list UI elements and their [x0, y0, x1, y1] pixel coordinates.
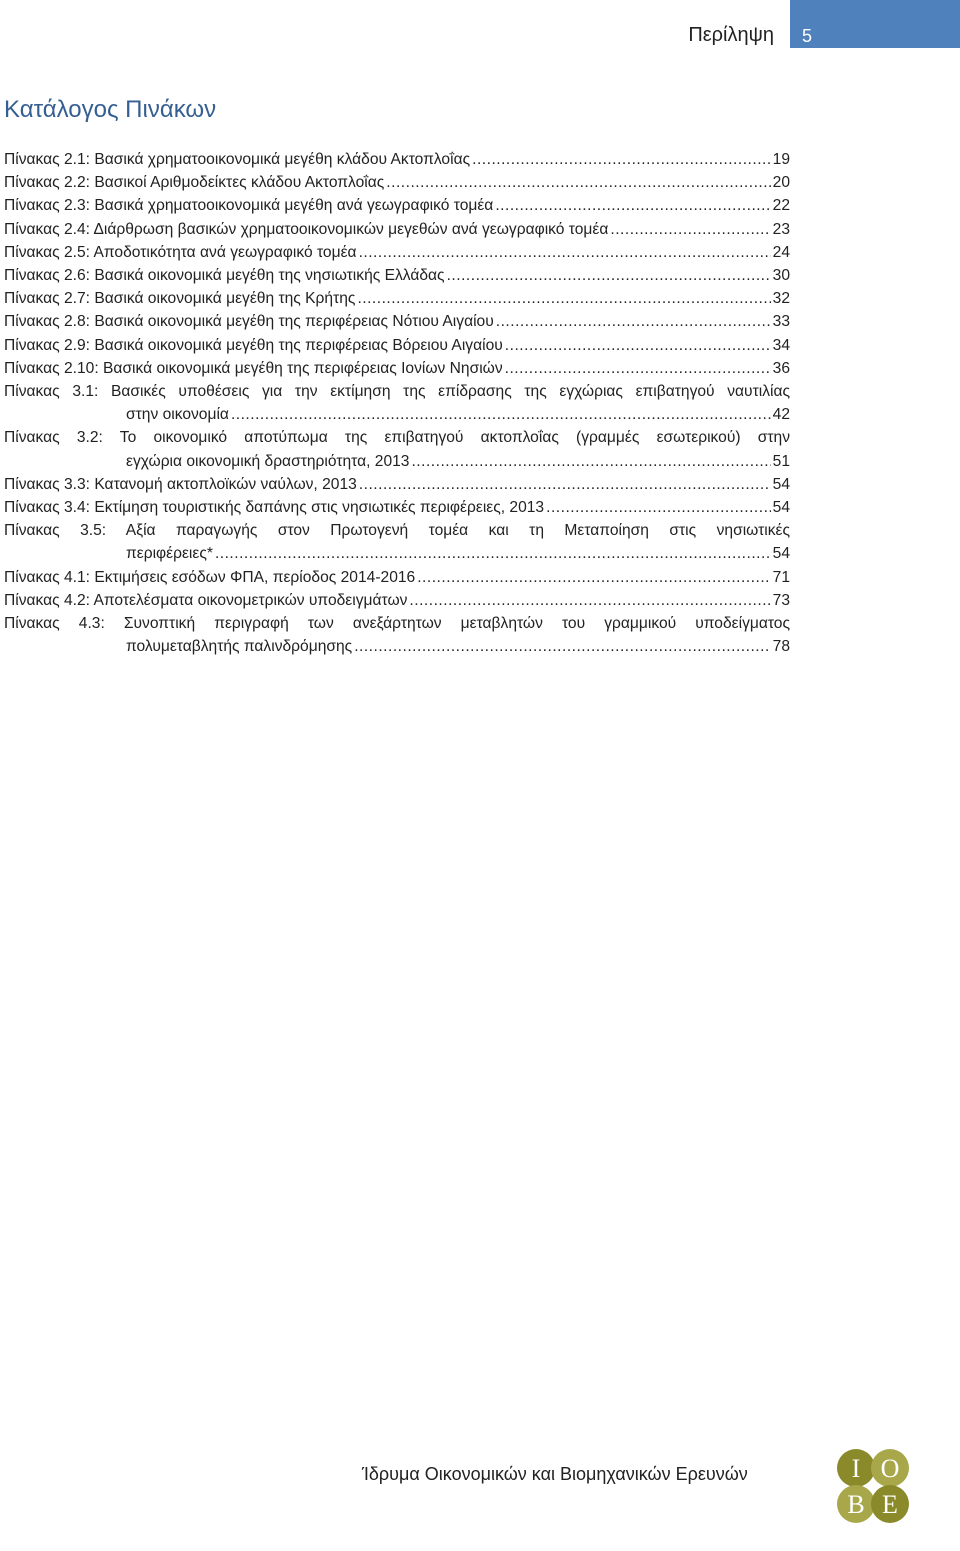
- toc-entry-title: Πίνακας 3.5: Αξία παραγωγής στον Πρωτογενή τομέα και τη Μεταποίηση στις νησιωτικές: [4, 522, 790, 540]
- toc-page-number: 51: [772, 452, 790, 470]
- logo-letter-1: I: [851, 1454, 861, 1483]
- toc-page-number: 22: [772, 197, 790, 215]
- dot-leader: [231, 403, 771, 426]
- dot-leader: [496, 310, 771, 333]
- toc-entry-title: Πίνακας 4.1: Εκτιμήσεις εσόδων ΦΠΑ, περίοδος 2014-2016: [4, 568, 416, 586]
- toc-page-number: 42: [772, 406, 790, 424]
- section-heading: Κατάλογος Πινάκων: [4, 96, 217, 123]
- dot-leader: [472, 148, 771, 171]
- toc-page-number: 73: [772, 591, 790, 609]
- toc-page-number: 32: [772, 290, 790, 308]
- toc-entry[interactable]: [4, 241, 790, 264]
- toc-entry-title: Πίνακας 4.3: Συνοπτική περιγραφή των ανεξάρτητων μεταβλητών του γραμμικού υποδείγματος: [4, 615, 790, 633]
- toc-entry[interactable]: [4, 519, 790, 565]
- dot-leader: [359, 473, 771, 496]
- page-number: 5: [802, 26, 813, 46]
- toc-entry[interactable]: [4, 264, 790, 287]
- toc-page-number: 34: [772, 336, 790, 354]
- toc-entry[interactable]: [4, 194, 790, 217]
- toc-entry[interactable]: [4, 566, 790, 589]
- toc-entry-title: Πίνακας 3.1: Βασικές υποθέσεις για την εκτίμηση της επίδρασης της εγχώριας επιβατηγού ναυτιλίας: [4, 383, 790, 401]
- header-title: Περίληψη: [688, 24, 774, 46]
- toc-entry-title: Πίνακας 2.4: Διάρθρωση βασικών χρηματοοικονομικών μεγεθών ανά γεωγραφικό τομέα: [4, 220, 609, 238]
- iobe-logo-icon: [834, 1446, 914, 1526]
- toc-entry-title-cont: πολυμεταβλητής παλινδρόμησης: [126, 638, 353, 656]
- dot-leader: [417, 566, 770, 589]
- toc-page-number: 30: [772, 267, 790, 285]
- footer-text: Ίδρυμα Οικονομικών και Βιομηχανικών Ερευνών: [362, 1464, 748, 1484]
- toc-entry-title: Πίνακας 2.6: Βασικά οικονομικά μεγέθη της νησιωτικής Ελλάδας: [4, 267, 445, 285]
- toc-entry[interactable]: [4, 473, 790, 496]
- toc-page-number: 54: [772, 545, 790, 563]
- toc-page-number: 36: [772, 359, 790, 377]
- toc-entry-title: Πίνακας 3.4: Εκτίμηση τουριστικής δαπάνης στις νησιωτικές περιφέρειες, 2013: [4, 499, 545, 517]
- toc-page-number: 33: [772, 313, 790, 331]
- toc-entry[interactable]: [4, 218, 790, 241]
- page-number-badge: [790, 0, 960, 48]
- toc-page-number: 54: [772, 475, 790, 493]
- toc-page-number: 19: [772, 151, 790, 168]
- dot-leader: [505, 357, 771, 380]
- logo-letter-4: E: [882, 1490, 898, 1519]
- toc-page-number: 71: [772, 568, 790, 586]
- toc-entry-title: Πίνακας 2.8: Βασικά οικονομικά μεγέθη της περιφέρειας Νότιου Αιγαίου: [4, 313, 494, 331]
- dot-leader: [495, 194, 770, 217]
- toc-entry[interactable]: [4, 334, 790, 357]
- toc-page-number: 23: [772, 220, 790, 238]
- toc-entry-title: Πίνακας 2.2: Βασικοί Αριθμοδείκτες κλάδου Ακτοπλοΐας: [4, 174, 385, 192]
- logo-letter-3: B: [847, 1490, 865, 1519]
- toc-entry-title: Πίνακας 2.7: Βασικά οικονομικά μεγέθη της Κρήτης: [4, 290, 356, 308]
- toc-entry[interactable]: [4, 171, 790, 194]
- dot-leader: [447, 264, 771, 287]
- toc-entry-title-cont: περιφέρειες*: [126, 545, 213, 563]
- toc-page-number: 24: [772, 243, 790, 261]
- dot-leader: [215, 542, 771, 565]
- toc-entry-title: Πίνακας 2.1: Βασικά χρηματοοικονομικά μεγέθη κλάδου Ακτοπλοΐας: [4, 151, 471, 168]
- toc-entry-title: Πίνακας 2.9: Βασικά οικονομικά μεγέθη της περιφέρειας Βόρειου Αιγαίου: [4, 336, 503, 354]
- dot-leader: [610, 218, 770, 241]
- dot-leader: [546, 496, 771, 519]
- dot-leader: [357, 287, 770, 310]
- toc-page-number: 78: [772, 638, 790, 656]
- dot-leader: [386, 171, 770, 194]
- dot-leader: [359, 241, 771, 264]
- toc-entry[interactable]: [4, 589, 790, 612]
- toc-entry[interactable]: [4, 496, 790, 519]
- toc-entry-title: Πίνακας 3.3: Κατανομή ακτοπλοϊκών ναύλων, 2013: [4, 475, 357, 493]
- dot-leader: [505, 334, 771, 357]
- toc-entry-title: Πίνακας 2.5: Αποδοτικότητα ανά γεωγραφικό τομέα: [4, 243, 357, 261]
- dot-leader: [411, 450, 770, 473]
- toc-page-number: 54: [772, 499, 790, 517]
- dot-leader: [409, 589, 770, 612]
- toc-list: [4, 148, 790, 658]
- toc-entry-title-cont: εγχώρια οικονομική δραστηριότητα, 2013: [126, 452, 410, 470]
- toc-entry-title: Πίνακας 4.2: Αποτελέσματα οικονομετρικών υποδειγμάτων: [4, 591, 408, 609]
- toc-entry-title-cont: στην οικονομία: [126, 406, 229, 424]
- toc-entry[interactable]: [4, 357, 790, 380]
- toc-entry[interactable]: [4, 310, 790, 333]
- toc-entry[interactable]: [4, 612, 790, 658]
- logo-letter-2: O: [880, 1454, 900, 1483]
- toc-entry[interactable]: [4, 426, 790, 472]
- dot-leader: [354, 635, 770, 658]
- toc-page-number: 20: [772, 174, 790, 192]
- toc-entry-title: Πίνακας 2.3: Βασικά χρηματοοικονομικά μεγέθη ανά γεωγραφικό τομέα: [4, 197, 494, 215]
- toc-entry[interactable]: [4, 148, 790, 171]
- toc-entry-title: Πίνακας 3.2: Το οικονομικό αποτύπωμα της επιβατηγού ακτοπλοΐας (γραμμές εσωτερικού) στην: [4, 429, 790, 447]
- toc-entry[interactable]: [4, 287, 790, 310]
- toc-entry[interactable]: [4, 380, 790, 426]
- toc-entry-title: Πίνακας 2.10: Βασικά οικονομικά μεγέθη της περιφέρειας Ιονίων Νησιών: [4, 359, 503, 377]
